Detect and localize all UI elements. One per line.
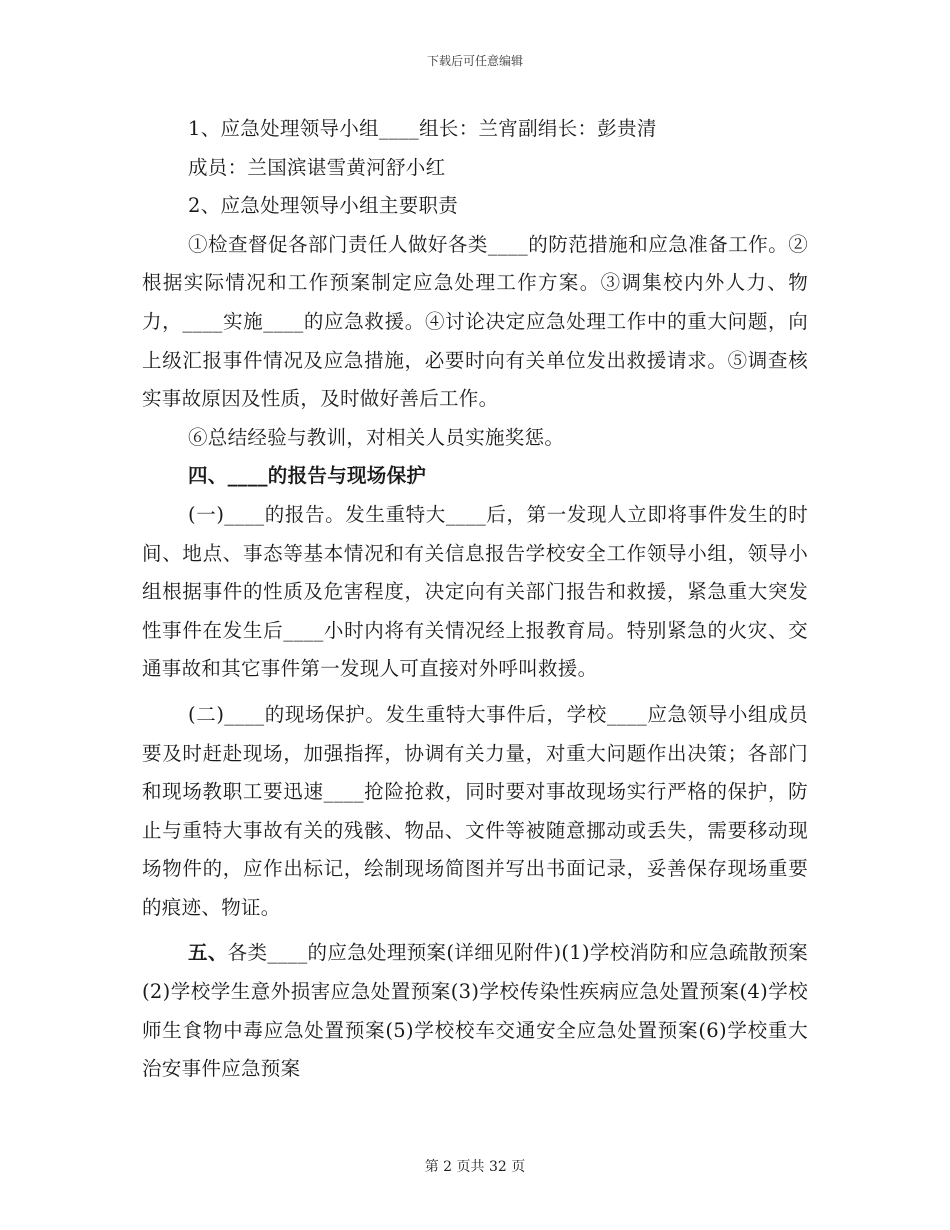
duties-paragraph: ①检查督促各部门责任人做好各类____的防范措施和应急准备工作。②根据实际情况和工作预案制定应急处理工作方案。③调集校内外人力、物力，____实施____的应急救援。④讨论决定应急处理工作中的重大问题，向上级汇报事件情况及应急措施，必要时向有关单位发出救援请求。⑤调查核实事故原因及性质，及时做好善后工作。 [142, 232, 808, 411]
page-footer: 第 2 页共 32 页 [424, 1159, 526, 1175]
section-4-protection-paragraph: (二)____的现场保护。发生重特大事件后，学校____应急领导小组成员要及时赶赴现场，加强指挥，协调有关力量，对重大问题作出决策；各部门和现场教职工要迅速____抢险抢救，同时要对事故现场实行严格的保护，防止与重特大事故有关的残骸、物品、文件等被随意挪动或丢失，需要移动现场物件的，应作出标记，绘制现场简图并写出书面记录，妥善保存现场重要的痕迹、物证。 [142, 702, 808, 919]
section-5-paragraph [142, 934, 808, 1088]
duties-title: 2、应急处理领导小组主要职责 [188, 194, 459, 218]
duties-item-6: ⑥总结经验与教训，对相关人员实施奖惩。 [188, 425, 565, 449]
section-5-heading: 五、 [188, 941, 228, 965]
section-5-text: 各类____的应急处理预案(详细见附件)(1)学校消防和应急疏散预案(2)学校学生意外损害应急处置预案(3)学校传染性疾病应急处置预案(4)学校师生食物中毒应急处置预案(5)学校校车交通安全应急处置预案(6)学校重大治安事件应急预案 [142, 941, 808, 1081]
section-4-heading: 四、____的报告与现场保护 [188, 464, 427, 488]
section-4-report-paragraph: (一)____的报告。发生重特大____后，第一发现人立即将事件发生的时间、地点、事态等基本情况和有关信息报告学校安全工作领导小组，领导小组根据事件的性质及危害程度，决定向有关部门报告和救援，紧急重大突发性事件在发生后____小时内将有关情况经上报教育局。特别紧急的火灾、交通事故和其它事件第一发现人可直接对外呼叫救援。 [142, 502, 808, 681]
page-header: 下载后可任意编辑 [426, 54, 523, 68]
leader-group-line: 1、应急处理领导小组____组长：兰宵副绢长：彭贵清 [188, 117, 657, 140]
members-line: 成员：兰国滨谌雪黄河舒小红 [188, 155, 446, 179]
document-body [142, 110, 808, 1089]
